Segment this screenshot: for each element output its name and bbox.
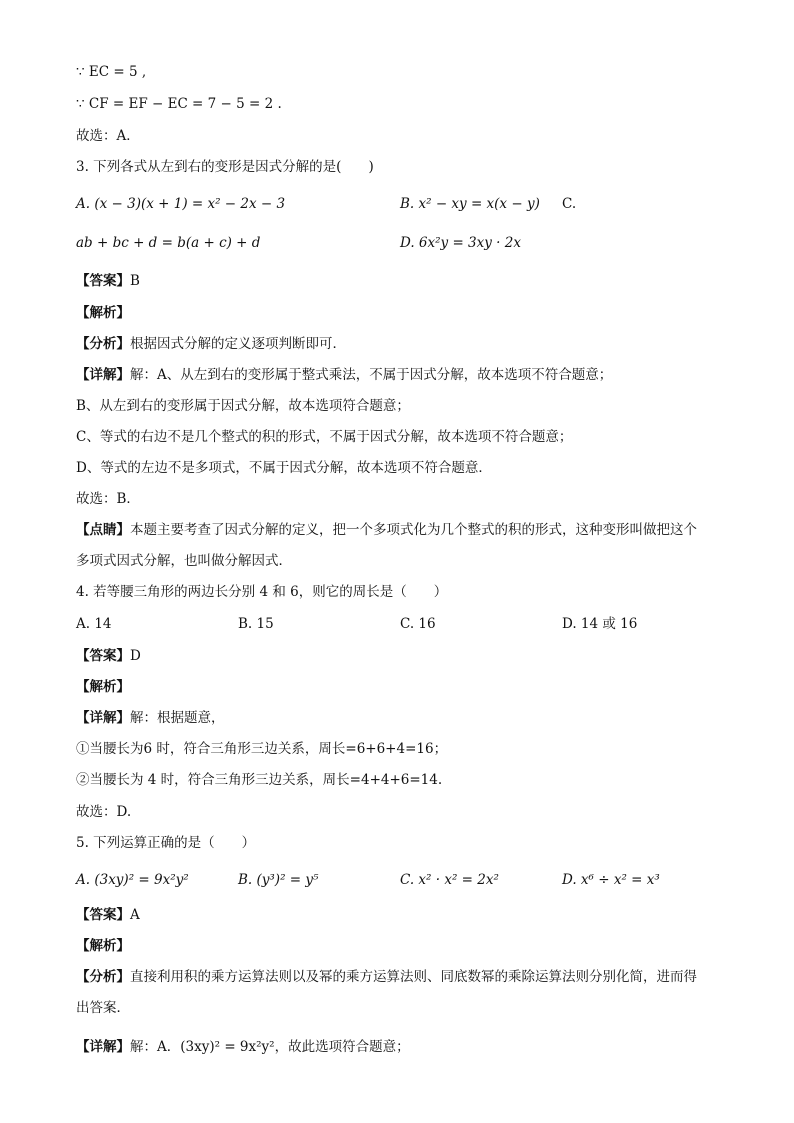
answer-value: D	[130, 648, 141, 664]
question-4-option-a	[76, 615, 112, 633]
text: A. (x − 3)(x + 1) = x² − 2x − 3	[76, 196, 286, 212]
text: B、从左到右的变形属于因式分解，故本选项符合题意；	[76, 398, 410, 414]
question-4-xiangjie	[76, 709, 225, 727]
question-3-line-b	[76, 397, 410, 415]
text: A. 14	[76, 616, 112, 632]
question-4-stem	[76, 583, 447, 601]
text: 3. 下列各式从左到右的变形是因式分解的是( )	[76, 159, 374, 175]
text: C. 16	[400, 616, 436, 632]
question-5-fenxi-2	[76, 999, 130, 1017]
question-3-xiangjie	[76, 366, 612, 384]
answer-tag: 【答案】	[76, 907, 130, 923]
text: ab + bc + d = b(a + c) + d	[76, 235, 261, 251]
tag: 【详解】	[76, 1039, 130, 1055]
question-3-select	[76, 490, 140, 508]
question-4-select	[76, 803, 131, 821]
question-3-dianjing-1	[76, 521, 697, 539]
text: A. (3xy)² = 9x²y²	[76, 872, 189, 888]
question-4-analysis-heading	[76, 678, 130, 696]
text-line-ec	[76, 63, 146, 81]
question-4-case-2	[76, 771, 442, 789]
tag: 【分析】	[76, 969, 130, 985]
text: C、等式的右边不是几个整式的积的形式，不属于因式分解，故本选项不符合题意；	[76, 429, 573, 445]
answer-value: B	[130, 273, 140, 289]
question-3-fenxi	[76, 335, 346, 353]
text: D. 14 或 16	[562, 616, 638, 632]
text: B. (y³)² = y⁵	[238, 872, 319, 888]
text: C.	[562, 196, 577, 212]
text: ∵ CF = EF − EC = 7 − 5 = 2 .	[76, 96, 282, 112]
text: 解：根据题意，	[130, 710, 225, 726]
text: ①当腰长为6 时，符合三角形三边关系，周长=6+6+4=16；	[76, 741, 448, 757]
question-5-xiangjie	[76, 1038, 410, 1056]
text: 出答案．	[76, 1000, 130, 1016]
question-4-option-d	[562, 615, 637, 633]
tag: 【详解】	[76, 367, 130, 383]
question-3-option-c-label	[562, 195, 576, 213]
text: D. 6x²y = 3xy · 2x	[400, 235, 521, 251]
question-4-case-1	[76, 740, 447, 758]
question-5-stem	[76, 834, 255, 852]
question-4-option-b	[238, 615, 274, 633]
question-5-option-b	[238, 871, 318, 889]
question-5-answer	[76, 906, 140, 924]
question-3-stem	[76, 158, 374, 176]
text-line-cf	[76, 95, 282, 113]
text: 解：A．(3xy)² = 9x²y²，故此选项符合题意；	[130, 1039, 410, 1055]
question-3-option-b	[400, 195, 540, 213]
question-3-option-a	[76, 195, 285, 213]
text: ∵ EC = 5 ,	[76, 64, 147, 80]
text-line-select-a	[76, 127, 140, 145]
text: C. x² · x² = 2x²	[400, 872, 499, 888]
text: 故选：B．	[76, 491, 140, 507]
text: 根据因式分解的定义逐项判断即可．	[130, 336, 346, 352]
text: D、等式的左边不是多项式，不属于因式分解，故本选项不符合题意．	[76, 460, 492, 476]
question-5-option-d	[562, 871, 660, 889]
question-3-analysis-heading	[76, 304, 130, 322]
text: 【解析】	[76, 938, 130, 954]
text: 【解析】	[76, 305, 130, 321]
question-4-answer	[76, 647, 141, 665]
question-3-answer	[76, 272, 140, 290]
question-3-line-c	[76, 428, 572, 446]
answer-tag: 【答案】	[76, 273, 130, 289]
tag: 【分析】	[76, 336, 130, 352]
tag: 【点睛】	[76, 522, 130, 538]
tag: 【详解】	[76, 710, 130, 726]
text: 多项式因式分解，也叫做分解因式．	[76, 553, 292, 569]
answer-tag: 【答案】	[76, 648, 130, 664]
question-3-dianjing-2	[76, 552, 292, 570]
question-5-fenxi-1	[76, 968, 697, 986]
question-3-option-d	[400, 234, 521, 252]
question-5-analysis-heading	[76, 937, 130, 955]
answer-value: A	[130, 907, 140, 923]
text: B. 15	[238, 616, 274, 632]
text: 5. 下列运算正确的是（ ）	[76, 835, 256, 851]
text: ②当腰长为 4 时，符合三角形三边关系，周长=4+4+6=14.	[76, 772, 443, 788]
text: 【解析】	[76, 679, 130, 695]
question-5-option-c	[400, 871, 499, 889]
question-5-option-a	[76, 871, 189, 889]
text: 4. 若等腰三角形的两边长分别 4 和 6，则它的周长是（ ）	[76, 584, 448, 600]
question-4-option-c	[400, 615, 436, 633]
text: 直接利用积的乘方运算法则以及幂的乘方运算法则、同底数幂的乘除运算法则分别化简，进而得	[130, 969, 697, 985]
text: 故选：A．	[76, 128, 140, 144]
question-3-line-d	[76, 459, 492, 477]
text: 解：A、从左到右的变形属于整式乘法，不属于因式分解，故本选项不符合题意；	[130, 367, 613, 383]
text: D. x⁶ ÷ x² = x³	[562, 872, 660, 888]
text: 本题主要考查了因式分解的定义，把一个多项式化为几个整式的积的形式，这种变形叫做把这个	[130, 522, 697, 538]
text: 故选：D.	[76, 804, 132, 820]
question-3-option-c	[76, 234, 260, 252]
text: B. x² − xy = x(x − y)	[400, 196, 540, 212]
